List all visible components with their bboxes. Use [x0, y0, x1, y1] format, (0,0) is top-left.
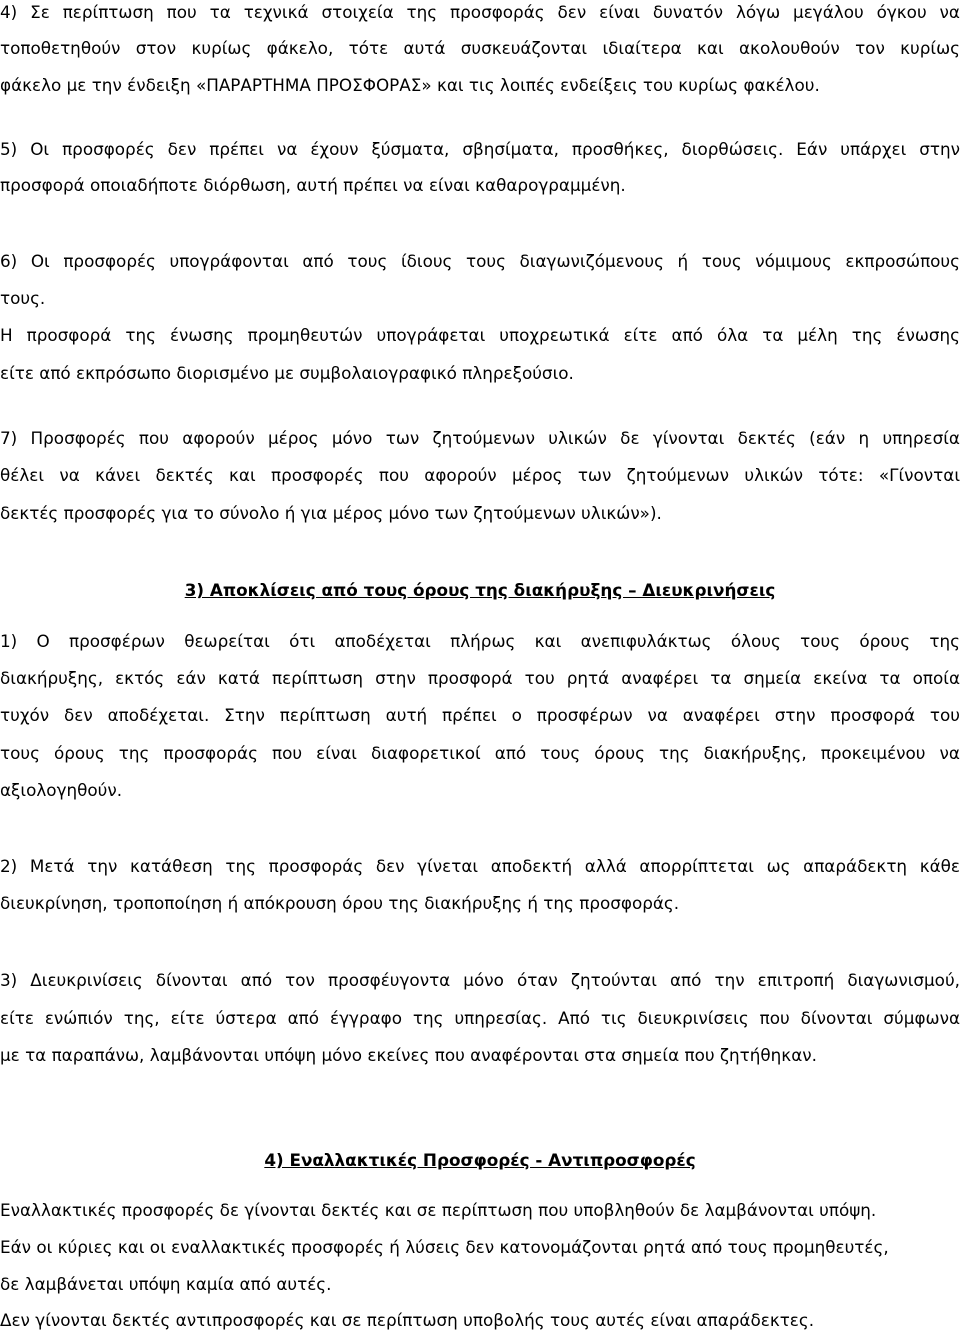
clause-3-line-3: με τα παραπάνω, λαμβάνονται υπόψη μόνο εκείνες που αναφέρονται στα σημεία που ζητήθηκαν.: [0, 1045, 817, 1065]
paragraph-4-line-1: 4) Σε περίπτωση που τα τεχνικά στοιχεία της προσφοράς δεν είναι δυνατόν λόγω μεγάλου όγκου να: [0, 2, 960, 22]
clause-1-line-5: αξιολογηθούν.: [0, 780, 123, 800]
clause-3-line-2: είτε ενώπιόν της, είτε ύστερα από έγγραφο της υπηρεσίας. Από τις διευκρινίσεις που δίνονται σύμφωνα: [0, 1008, 960, 1028]
paragraph-5-line-1: 5) Οι προσφορές δεν πρέπει να έχουν ξύσματα, σβησίματα, προσθήκες, διορθώσεις. Εάν υπάρχει στην: [0, 139, 960, 159]
section-3-heading-text: 3) Αποκλίσεις από τους όρους της διακήρυξης – Διευκρινήσεις: [184, 580, 776, 600]
paragraph-4-line-2: τοποθετηθούν στον κυρίως φάκελο, τότε αυτά συσκευάζονται ιδιαίτερα και ακολουθούν τον κυρίως: [0, 38, 960, 58]
paragraph-4-line-3: φάκελο με την ένδειξη «ΠΑΡΑΡΤΗΜΑ ΠΡΟΣΦΟΡΑΣ» και τις λοιπές ενδείξεις του κυρίως φακέλου.: [0, 75, 820, 95]
paragraph-7-line-3: δεκτές προσφορές για το σύνολο ή για μέρος μόνο των ζητούμενων υλικών»).: [0, 503, 662, 523]
paragraph-6-line-1: 6) Οι προσφορές υπογράφονται από τους ίδιους τους διαγωνιζόμενους ή τους νόμιμους εκπροσώπους: [0, 251, 960, 271]
clause-2-line-2: διευκρίνηση, τροποποίηση ή απόκρουση όρου της διακήρυξης ή της προσφοράς.: [0, 893, 680, 913]
alternatives-line-3: δε λαμβάνεται υπόψη καμία από αυτές.: [0, 1274, 332, 1294]
clause-3-line-1: 3) Διευκρινίσεις δίνονται από τον προσφέυγοντα μόνο όταν ζητούνται από την επιτροπή διαγωνισμού,: [0, 970, 960, 990]
section-4-heading: [0, 1150, 960, 1170]
section-4-heading-text: 4) Εναλλακτικές Προσφορές - Αντιπροσφορές: [264, 1150, 696, 1170]
clause-1-line-2: διακήρυξης, εκτός εάν κατά περίπτωση στην προσφορά του ρητά αναφέρει τα σημεία εκείνα τα οποία: [0, 668, 960, 688]
alternatives-line-2: Εάν οι κύριες και οι εναλλακτικές προσφορές ή λύσεις δεν κατονομάζονται ρητά από τους προμηθευτές,: [0, 1237, 889, 1257]
clause-2-line-1: 2) Μετά την κατάθεση της προσφοράς δεν γίνεται αποδεκτή αλλά απορρίπτεται ως απαράδεκτη κάθε: [0, 856, 960, 876]
paragraph-5-line-2: προσφορά οποιαδήποτε διόρθωση, αυτή πρέπει να είναι καθαρογραμμένη.: [0, 175, 626, 195]
paragraph-7-line-2: θέλει να κάνει δεκτές και προσφορές που αφορούν μέρος των ζητούμενων υλικών τότε: «Γίνονται: [0, 465, 960, 485]
clause-1-line-3: τυχόν δεν αποδέχεται. Στην περίπτωση αυτή πρέπει ο προσφέρων να αναφέρει στην προσφορά του: [0, 705, 960, 725]
clause-1-line-1: 1) Ο προσφέρων θεωρείται ότι αποδέχεται πλήρως και ανεπιφυλάκτως όλους τους όρους της: [0, 631, 960, 651]
paragraph-6-line-2: τους.: [0, 288, 46, 308]
clause-1-line-4: τους όρους της προσφοράς που είναι διαφορετικοί από τους όρους της διακήρυξης, προκειμένου να: [0, 743, 960, 763]
paragraph-6-line-3: Η προσφορά της ένωσης προμηθευτών υπογράφεται υποχρεωτικά είτε από όλα τα μέλη της ένωσης: [0, 325, 960, 345]
paragraph-7-line-1: 7) Προσφορές που αφορούν μέρος μόνο των ζητούμενων υλικών δε γίνονται δεκτές (εάν η υπηρεσία: [0, 428, 960, 448]
paragraph-6-line-4: είτε από εκπρόσωπο διορισμένο με συμβολαιογραφικό πληρεξούσιο.: [0, 363, 574, 383]
alternatives-line-4: Δεν γίνονται δεκτές αντιπροσφορές και σε περίπτωση υποβολής τους αυτές είναι απαράδεκτες.: [0, 1310, 815, 1330]
alternatives-line-1: Εναλλακτικές προσφορές δε γίνονται δεκτές και σε περίπτωση που υποβληθούν δε λαμβάνονται υπόψη.: [0, 1200, 877, 1220]
section-3-heading: [0, 580, 960, 600]
